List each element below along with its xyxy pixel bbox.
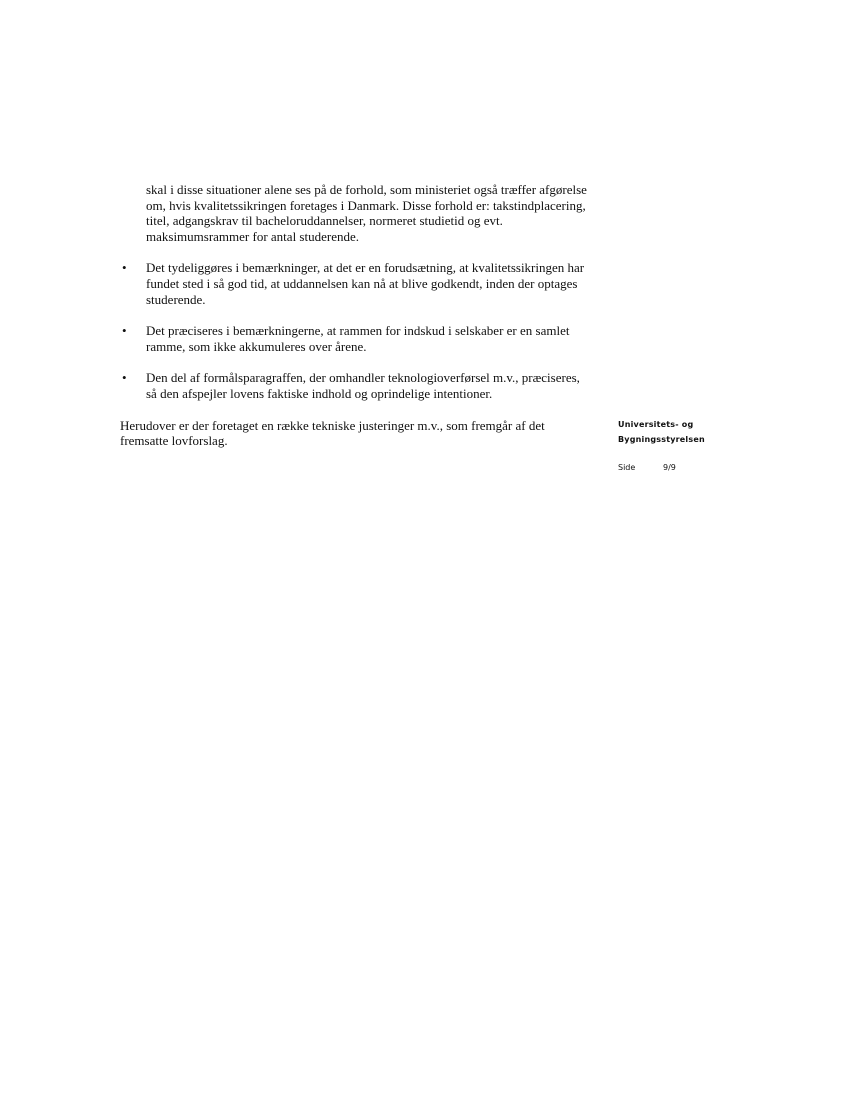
list-item (120, 370, 588, 401)
page-number: 9/9 (663, 463, 676, 472)
bullet-icon: • (122, 260, 127, 276)
organization-name (618, 417, 738, 447)
list-item (120, 260, 588, 307)
list-item (120, 323, 588, 354)
bullet-icon: • (122, 323, 127, 339)
bullet-text: Det præciseres i bemærkningerne, at rammen for indskud i selskaber er en samlet ramme, som ikke akkumuleres over årene. (146, 323, 570, 354)
page-reference (618, 463, 738, 473)
organization-line-2: Bygningsstyrelsen (618, 435, 705, 444)
page-label: Side (618, 463, 636, 472)
bullet-icon: • (122, 370, 127, 386)
bullet-list (120, 260, 588, 401)
intro-paragraph: skal i disse situationer alene ses på de forhold, som ministeriet også træffer afgørelse om, hvis kvalitetssikringen foretages i Danmark. Disse forhold er: takstindplacering, titel, adgangskrav til bacheloruddannelser, normeret studietid og evt. maksimumsrammer for antal studerende. (146, 182, 587, 244)
document-body (120, 182, 588, 449)
closing-paragraph: Herudover er der foretaget en række tekniske justeringer m.v., som fremgår af det fremsatte lovforslag. (120, 417, 545, 449)
organization-line-1: Universitets- og (618, 420, 694, 429)
sidebar-info (618, 417, 738, 473)
bullet-text: Det tydeliggøres i bemærkninger, at det er en forudsætning, at kvalitetssikringen har fundet sted i så god tid, at uddannelsen kan nå at blive godkendt, inden der optages studerende. (146, 260, 585, 307)
bullet-text: Den del af formålsparagraffen, der omhandler teknologioverførsel m.v., præciseres, så den afspejler lovens faktiske indhold og oprindelige intentioner. (146, 370, 580, 401)
